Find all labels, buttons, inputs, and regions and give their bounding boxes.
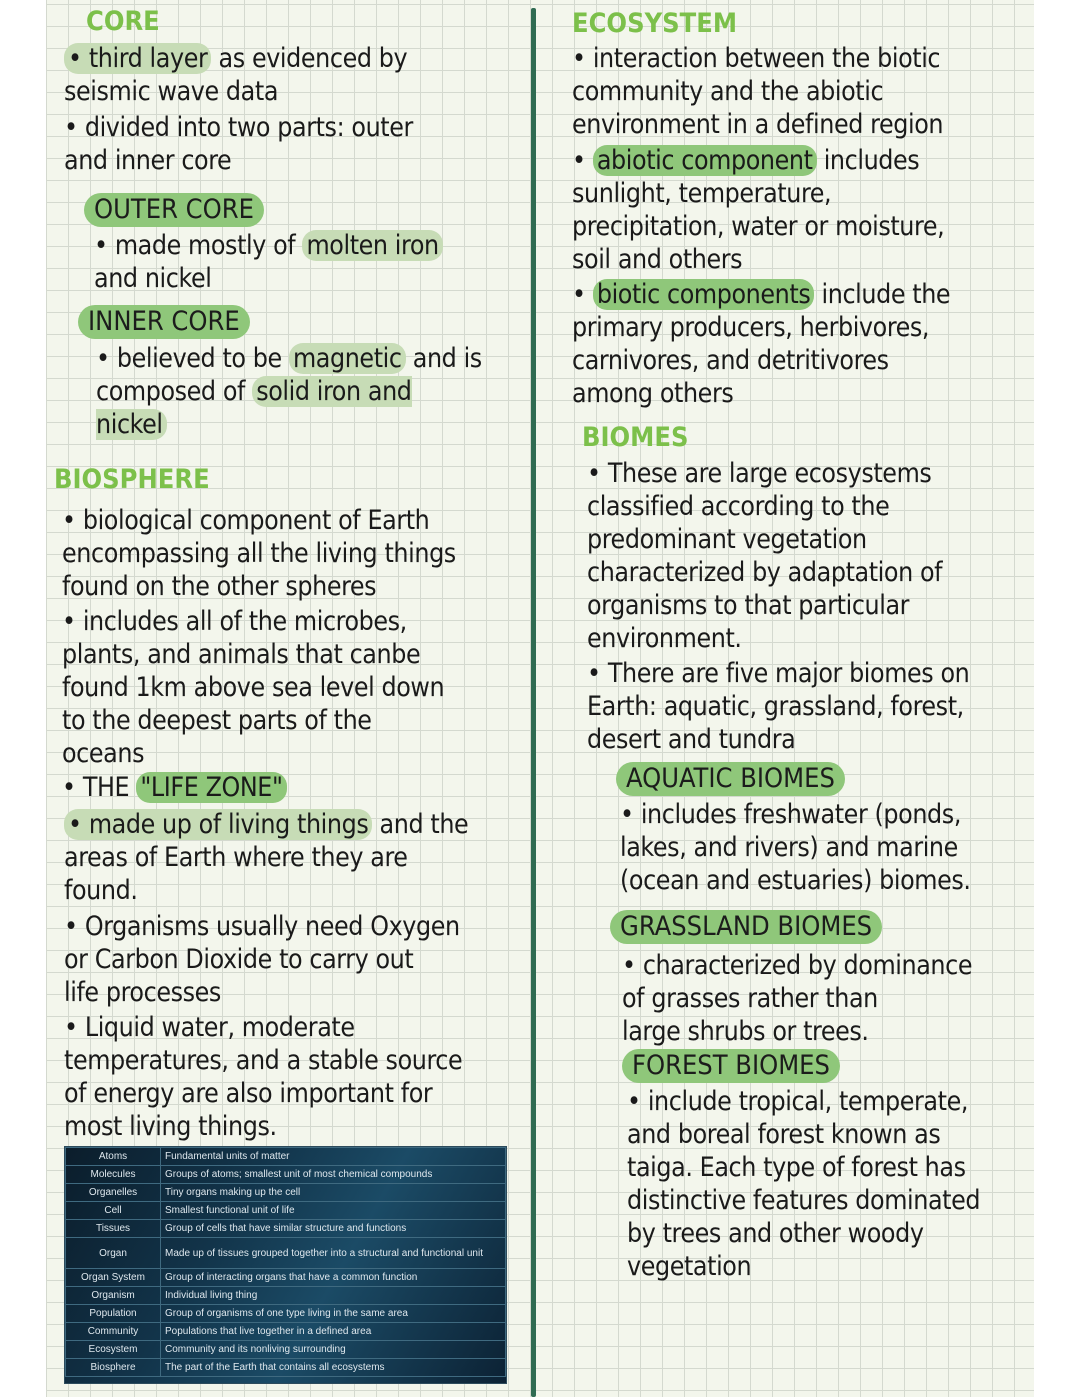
level-description: Group of organisms of one type living in the same area [161, 1305, 506, 1323]
table-row [66, 1202, 506, 1220]
level-name: Organelles [66, 1184, 161, 1202]
table-row [66, 1359, 506, 1377]
table-row [66, 1305, 506, 1323]
heading-inner-core: INNER CORE [78, 305, 250, 339]
forest-text: • include tropical, temperate, and boreal forest known as taiga. Each type of forest has distinctive features dominated by trees and other woody vegetation [627, 1086, 981, 1282]
core-bullet-2: • divided into two parts: outer and inner core [64, 112, 413, 176]
level-name: Community [66, 1323, 161, 1341]
grassland-text: • characterized by dominance of grasses rather than large shrubs or trees. [622, 950, 973, 1047]
level-description: Fundamental units of matter [161, 1148, 506, 1166]
table-row [66, 1220, 506, 1238]
core-bullet-1: • third layer as evidenced by seismic wave data [64, 43, 408, 107]
level-description: Tiny organs making up the cell [161, 1184, 506, 1202]
biosphere-bullet-6: • Liquid water, moderate temperatures, and a stable source of energy are also important for most living things. [64, 1012, 463, 1142]
outer-core-text: • made mostly of molten iron and nickel [94, 229, 443, 295]
ecosystem-bullet-3: • biotic components include the primary producers, herbivores, carnivores, and detritivores among others [572, 279, 951, 409]
heading-forest-biomes: FOREST BIOMES [622, 1049, 840, 1083]
table-row [66, 1166, 506, 1184]
ecosystem-bullet-2: • abiotic component includes sunlight, temperature, precipitation, water or moisture, soil and others [572, 145, 945, 275]
level-description: Populations that live together in a defined area [161, 1323, 506, 1341]
level-description: Groups of atoms; smallest unit of most chemical compounds [161, 1166, 506, 1184]
level-description: Group of interacting organs that have a common function [161, 1269, 506, 1287]
biosphere-bullet-3: • THE "LIFE ZONE" [62, 771, 287, 804]
table-row [66, 1184, 506, 1202]
level-name: Biosphere [66, 1359, 161, 1377]
biosphere-bullet-1: • biological component of Earth encompassing all the living things found on the other spheres [62, 505, 456, 602]
aquatic-text: • includes freshwater (ponds, lakes, and rivers) and marine (ocean and estuaries) biomes. [620, 799, 971, 896]
biosphere-bullet-4: • made up of living things and the areas of Earth where they are found. [64, 809, 469, 906]
level-name: Cell [66, 1202, 161, 1220]
level-description: Group of cells that have similar structure and functions [161, 1220, 506, 1238]
level-description: Made up of tissues grouped together into a structural and functional unit [161, 1238, 506, 1269]
level-name: Organ System [66, 1269, 161, 1287]
column-divider [531, 8, 536, 1397]
level-description: Smallest functional unit of life [161, 1202, 506, 1220]
table-row [66, 1238, 506, 1269]
table-row [66, 1269, 506, 1287]
biomes-bullet-1: • These are large ecosystems classified according to the predominant vegetation characterized by adaptation of organisms to that particular environment. [587, 458, 943, 654]
levels-table [65, 1147, 506, 1377]
level-name: Molecules [66, 1166, 161, 1184]
table-row [66, 1287, 506, 1305]
level-name: Organ [66, 1238, 161, 1269]
level-name: Organism [66, 1287, 161, 1305]
biosphere-bullet-5: • Organisms usually need Oxygen or Carbon Dioxide to carry out life processes [64, 911, 460, 1008]
heading-biosphere: BIOSPHERE [54, 464, 210, 495]
heading-outer-core: OUTER CORE [84, 193, 264, 227]
inner-core-text: • believed to be magnetic and is composed of solid iron and nickel [96, 343, 482, 440]
heading-aquatic-biomes: AQUATIC BIOMES [616, 762, 845, 796]
level-name: Tissues [66, 1220, 161, 1238]
biosphere-bullet-2: • includes all of the microbes, plants, and animals that canbe found 1km above sea level down to the deepest parts of the oceans [62, 606, 445, 769]
heading-grassland-biomes: GRASSLAND BIOMES [610, 910, 882, 944]
heading-core: CORE [86, 6, 160, 37]
heading-biomes: BIOMES [582, 422, 689, 453]
levels-of-organization-table [64, 1146, 507, 1384]
heading-ecosystem: ECOSYSTEM [572, 8, 737, 39]
level-description: The part of the Earth that contains all ecosystems [161, 1359, 506, 1377]
biomes-bullet-2: • There are five major biomes on Earth: aquatic, grassland, forest, desert and tundra [587, 658, 970, 755]
level-description: Individual living thing [161, 1287, 506, 1305]
level-description: Community and its nonliving surrounding [161, 1341, 506, 1359]
ecosystem-bullet-1: • interaction between the biotic community and the abiotic environment in a defined region [572, 43, 944, 140]
table-row [66, 1148, 506, 1166]
table-row [66, 1323, 506, 1341]
level-name: Atoms [66, 1148, 161, 1166]
level-name: Ecosystem [66, 1341, 161, 1359]
table-row [66, 1341, 506, 1359]
level-name: Population [66, 1305, 161, 1323]
